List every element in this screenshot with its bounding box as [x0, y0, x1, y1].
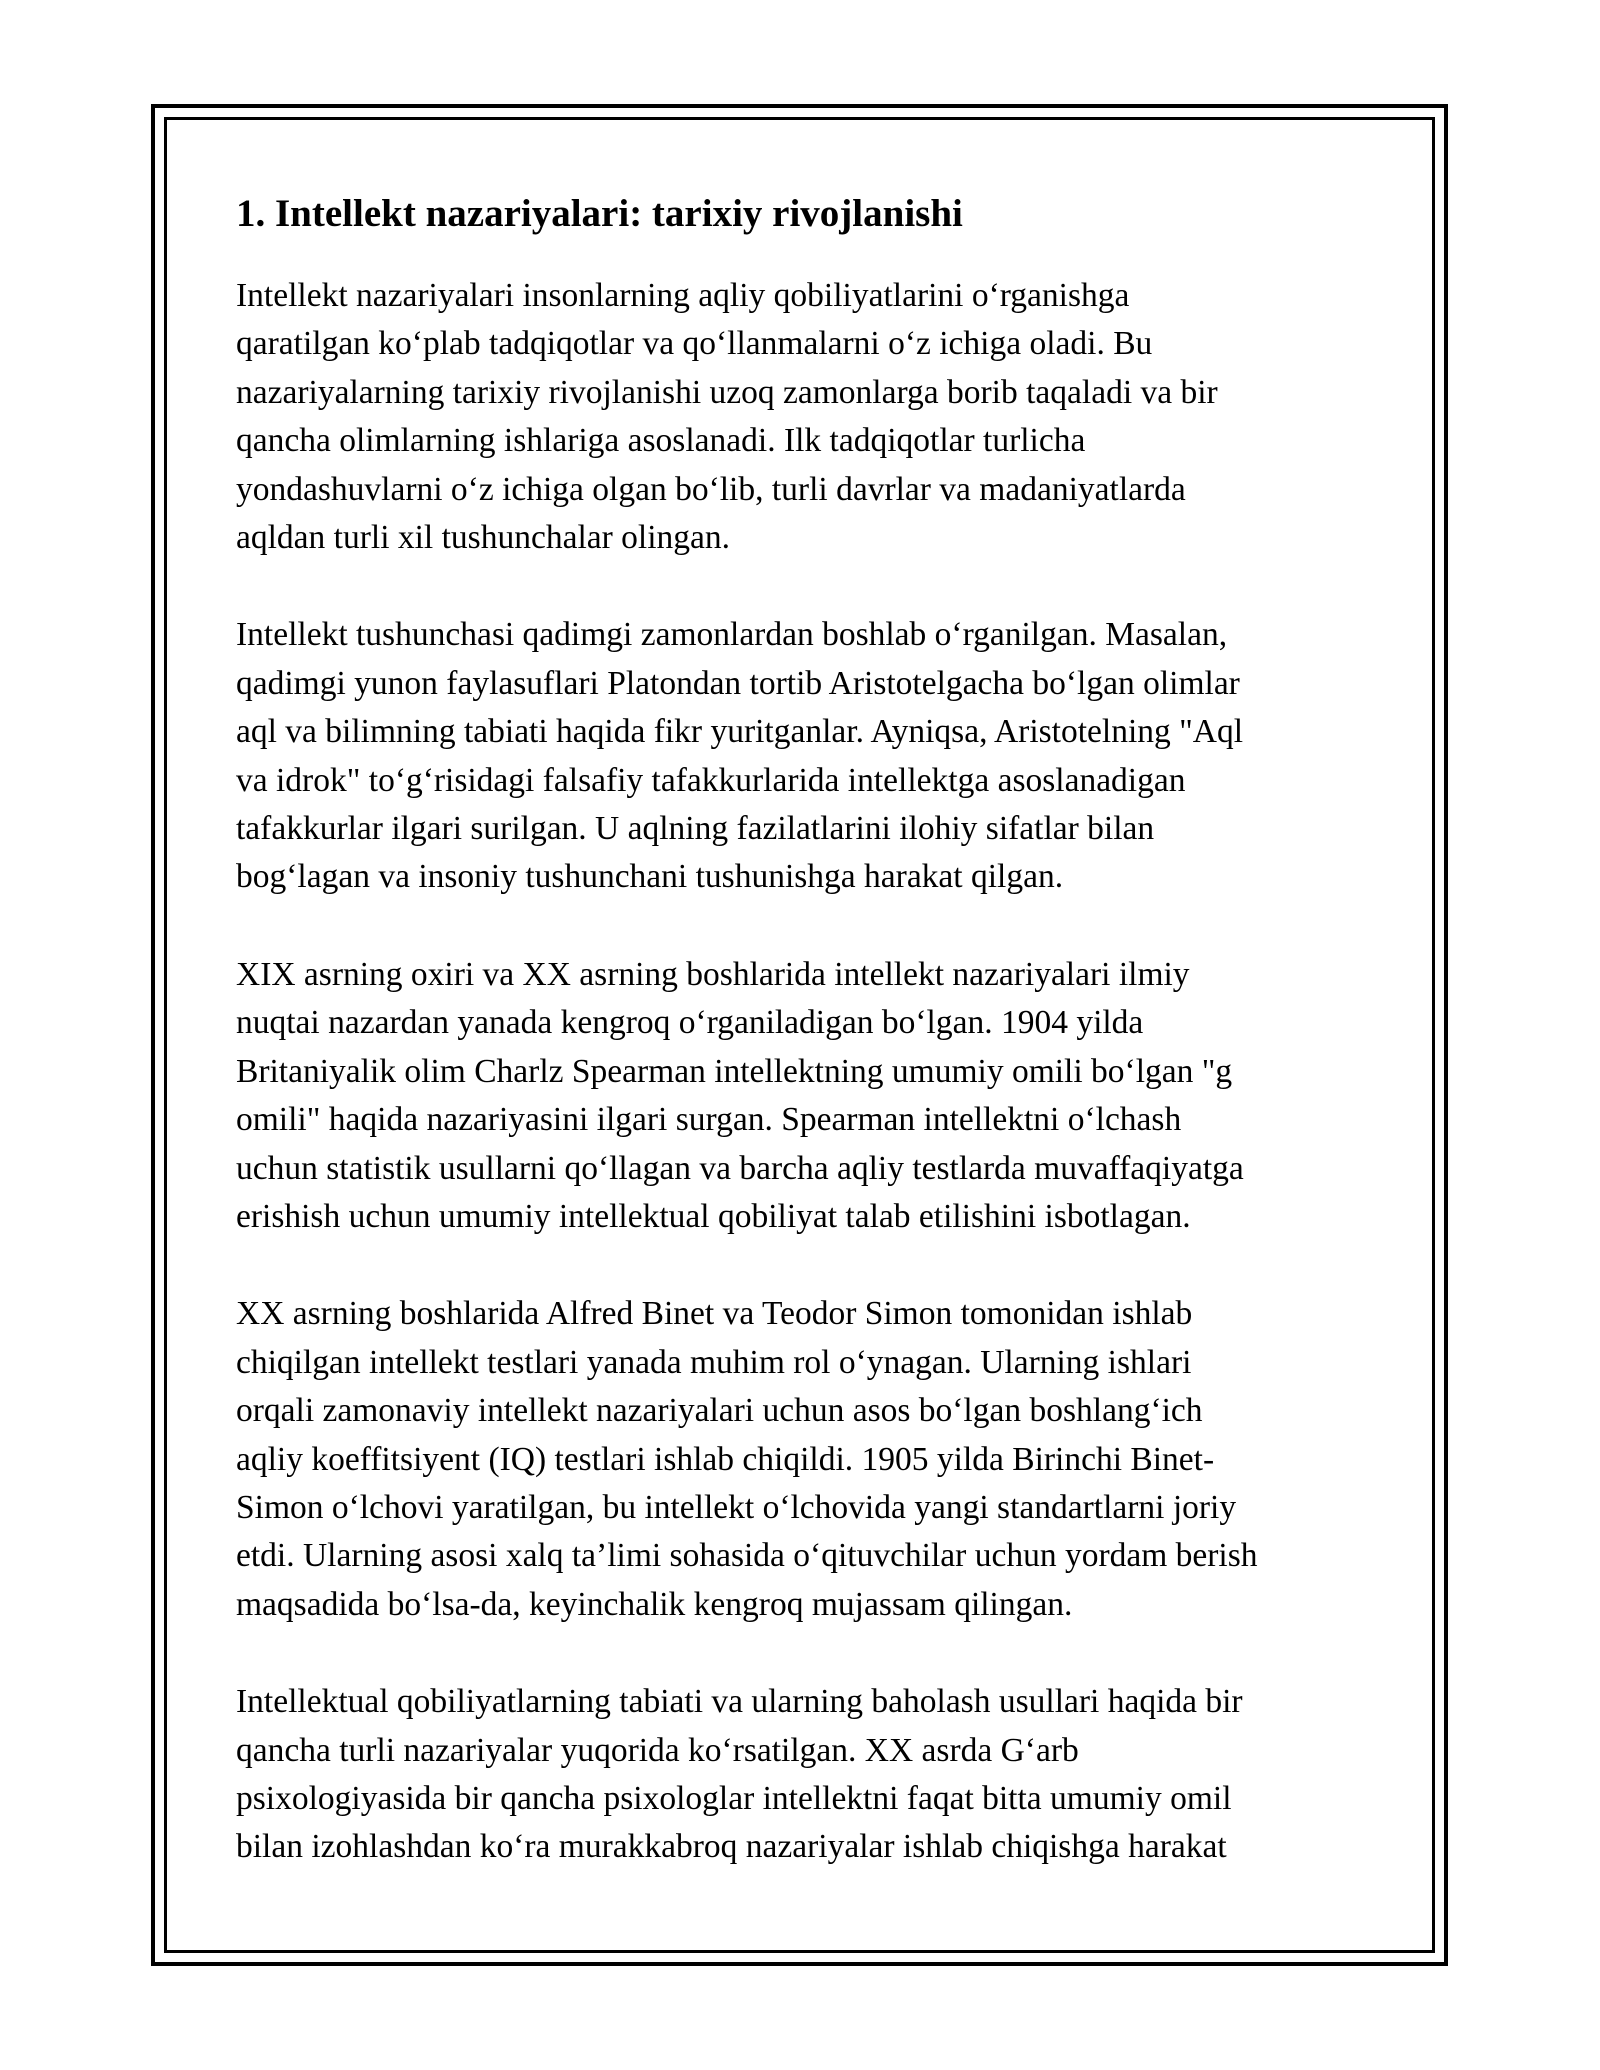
text-line: Britaniyalik olim Charlz Spearman intellektning umumiy omili bo‘lgan "g	[236, 1052, 1233, 1090]
text-line: Intellekt nazariyalari insonlarning aqliy qobiliyatlarini o‘rganishga	[236, 277, 1130, 314]
text-line: qancha olimlarning ishlariga asoslanadi. Ilk tadqiqotlar turlicha	[236, 422, 1086, 460]
text-line: bog‘lagan va insoniy tushunchani tushunishga harakat qilgan.	[236, 858, 1064, 896]
text-line: Simon o‘lchovi yaratilgan, bu intellekt o‘lchovida yangi standartlarni joriy	[236, 1488, 1237, 1526]
text-line: aqliy koeffitsiyent (IQ) testlari ishlab chiqildi. 1905 yilda Birinchi Binet-	[236, 1440, 1215, 1478]
text-line: omili" haqida nazariyasini ilgari surgan. Spearman intellektni o‘lchash	[236, 1101, 1182, 1139]
text-line: qadimgi yunon faylasuflari Platondan tortib Aristotelgacha bo‘lgan olimlar	[236, 664, 1240, 702]
text-line: uchun statistik usullarni qo‘llagan va barcha aqliy testlarda muvaffaqiyatga	[236, 1149, 1244, 1187]
text-line: orqali zamonaviy intellekt nazariyalari uchun asos bo‘lgan boshlang‘ich	[236, 1392, 1203, 1430]
document-body	[236, 190, 1366, 1921]
paragraph-4	[236, 1290, 1366, 1629]
text-line: qaratilgan ko‘plab tadqiqotlar va qo‘llanmalarni o‘z ichiga oladi. Bu	[236, 325, 1153, 363]
paragraph-1	[236, 272, 1366, 562]
text-line: chiqilgan intellekt testlari yanada muhim rol o‘ynagan. Ularning ishlari	[236, 1343, 1192, 1381]
text-line: va idrok" to‘g‘risidagi falsafiy tafakkurlarida intellektga asoslanadigan	[236, 761, 1186, 799]
text-line: bilan izohlashdan ko‘ra murakkabroq nazariyalar ishlab chiqishga harakat	[236, 1828, 1227, 1866]
text-line: aqldan turli xil tushunchalar olingan.	[236, 519, 731, 557]
text-line: nazariyalarning tarixiy rivojlanishi uzoq zamonlarga borib taqaladi va bir	[236, 373, 1218, 411]
text-line: qancha turli nazariyalar yuqorida ko‘rsatilgan. XX asrda G‘arb	[236, 1731, 1079, 1769]
text-line: aql va bilimning tabiati haqida fikr yuritganlar. Ayniqsa, Aristotelning "Aql	[236, 713, 1244, 751]
text-line: psixologiyasida bir qancha psixologlar intellektni faqat bitta umumiy omil	[236, 1779, 1232, 1817]
paragraph-5	[236, 1678, 1366, 1872]
paragraph-2	[236, 611, 1366, 901]
text-line: nuqtai nazardan yanada kengroq o‘rganiladigan bo‘lgan. 1904 yilda	[236, 1004, 1144, 1042]
text-line: yondashuvlarni o‘z ichiga olgan bo‘lib, turli davrlar va madaniyatlarda	[236, 470, 1186, 508]
text-line: Intellekt tushunchasi qadimgi zamonlardan boshlab o‘rganilgan. Masalan,	[236, 616, 1228, 654]
text-line: tafakkurlar ilgari surilgan. U aqlning fazilatlarini ilohiy sifatlar bilan	[236, 810, 1155, 848]
text-line: XIX asrning oxiri va XX asrning boshlarida intellekt nazariyalari ilmiy	[236, 955, 1190, 993]
text-line: XX asrning boshlarida Alfred Binet va Teodor Simon tomonidan ishlab	[236, 1295, 1193, 1333]
text-line: Intellektual qobiliyatlarning tabiati va ularning baholash usullari haqida bir	[236, 1683, 1243, 1721]
paragraph-3	[236, 951, 1366, 1241]
text-line: etdi. Ularning asosi xalq ta’limi sohasida o‘qituvchilar uchun yordam berish	[236, 1537, 1258, 1575]
text-line: erishish uchun umumiy intellektual qobiliyat talab etilishini isbotlagan.	[236, 1197, 1191, 1235]
section-heading: 1. Intellekt nazariyalari: tarixiy rivojlanishi	[236, 192, 963, 235]
text-line: maqsadida bo‘lsa-da, keyinchalik kengroq mujassam qilingan.	[236, 1585, 1073, 1623]
